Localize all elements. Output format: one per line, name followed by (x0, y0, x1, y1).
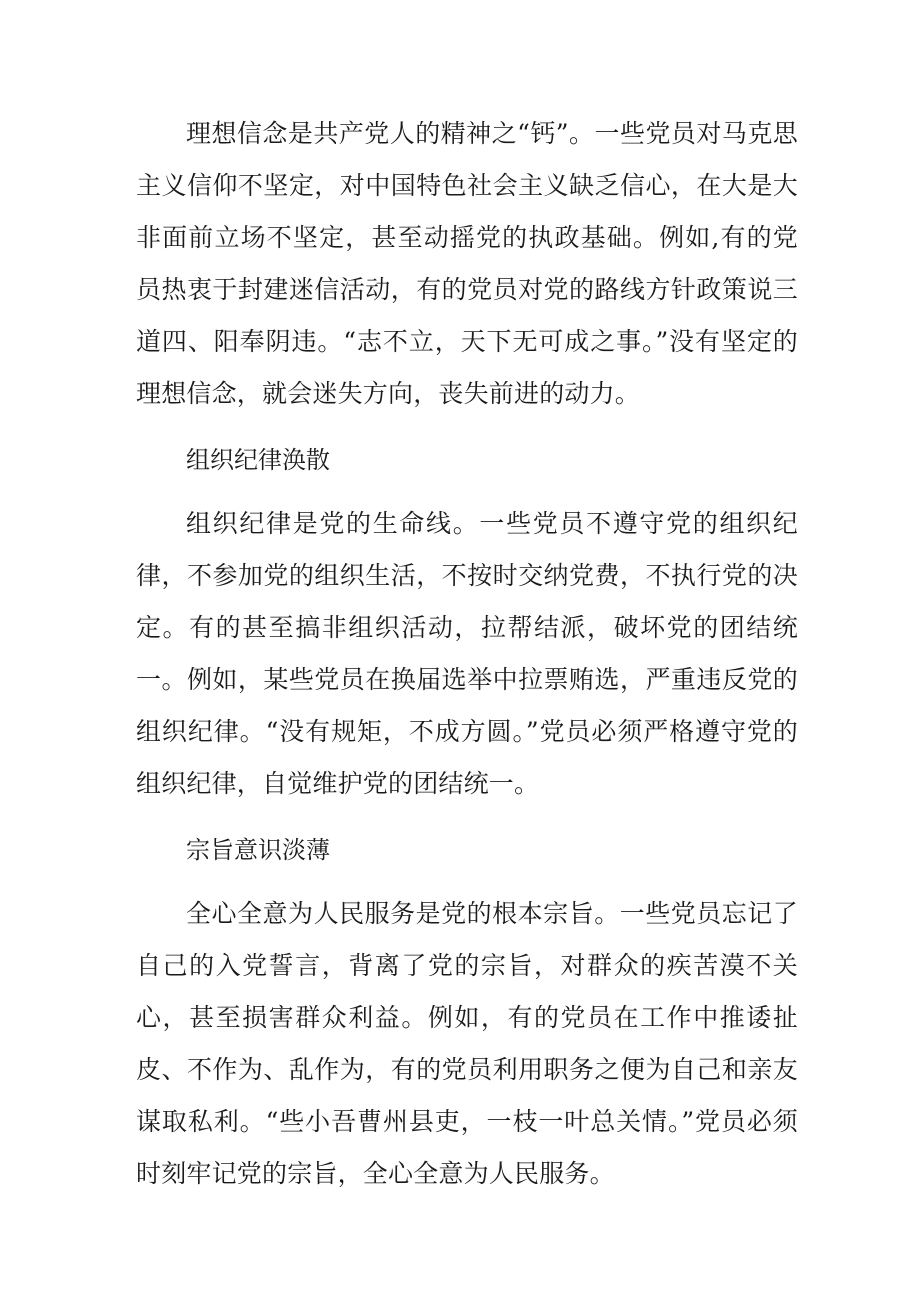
document-body (136, 108, 798, 1200)
paragraph-purpose-awareness: 全心全意为人民服务是党的根本宗旨。一些党员忘记了自己的入党誓言，背离了党的宗旨，对群众的疾苦漠不关心，甚至损害群众利益。例如，有的党员在工作中推诿扯皮、不作为、乱作为，有的党员利用职务之便为自己和亲友谋取私利。“些小吾曹州县吏，一枝一叶总关情。”党员必须时刻牢记党的宗旨，全心全意为人民服务。 (136, 899, 798, 1188)
heading-organizational-discipline: 组织纪律涣散 (186, 446, 330, 474)
paragraph-ideals-belief: 理想信念是共产党人的精神之“钙”。一些党员对马克思主义信仰不坚定，对中国特色社会主义缺乏信心，在大是大非面前立场不坚定，甚至动摇党的执政基础。例如,有的党员热衷于封建迷信活动，有的党员对党的路线方针政策说三道四、阳奉阴违。“志不立，天下无可成之事。”没有坚定的理想信念，就会迷失方向，丧失前进的动力。 (136, 119, 798, 408)
paragraph-organizational-discipline: 组织纪律是党的生命线。一些党员不遵守党的组织纪律，不参加党的组织生活，不按时交纳党费，不执行党的决定。有的甚至搞非组织活动，拉帮结派，破坏党的团结统一。例如，某些党员在换届选举中拉票贿选，严重违反党的组织纪律。“没有规矩，不成方圆。”党员必须严格遵守党的组织纪律，自觉维护党的团结统一。 (136, 509, 798, 798)
heading-purpose-awareness: 宗旨意识淡薄 (186, 836, 330, 864)
